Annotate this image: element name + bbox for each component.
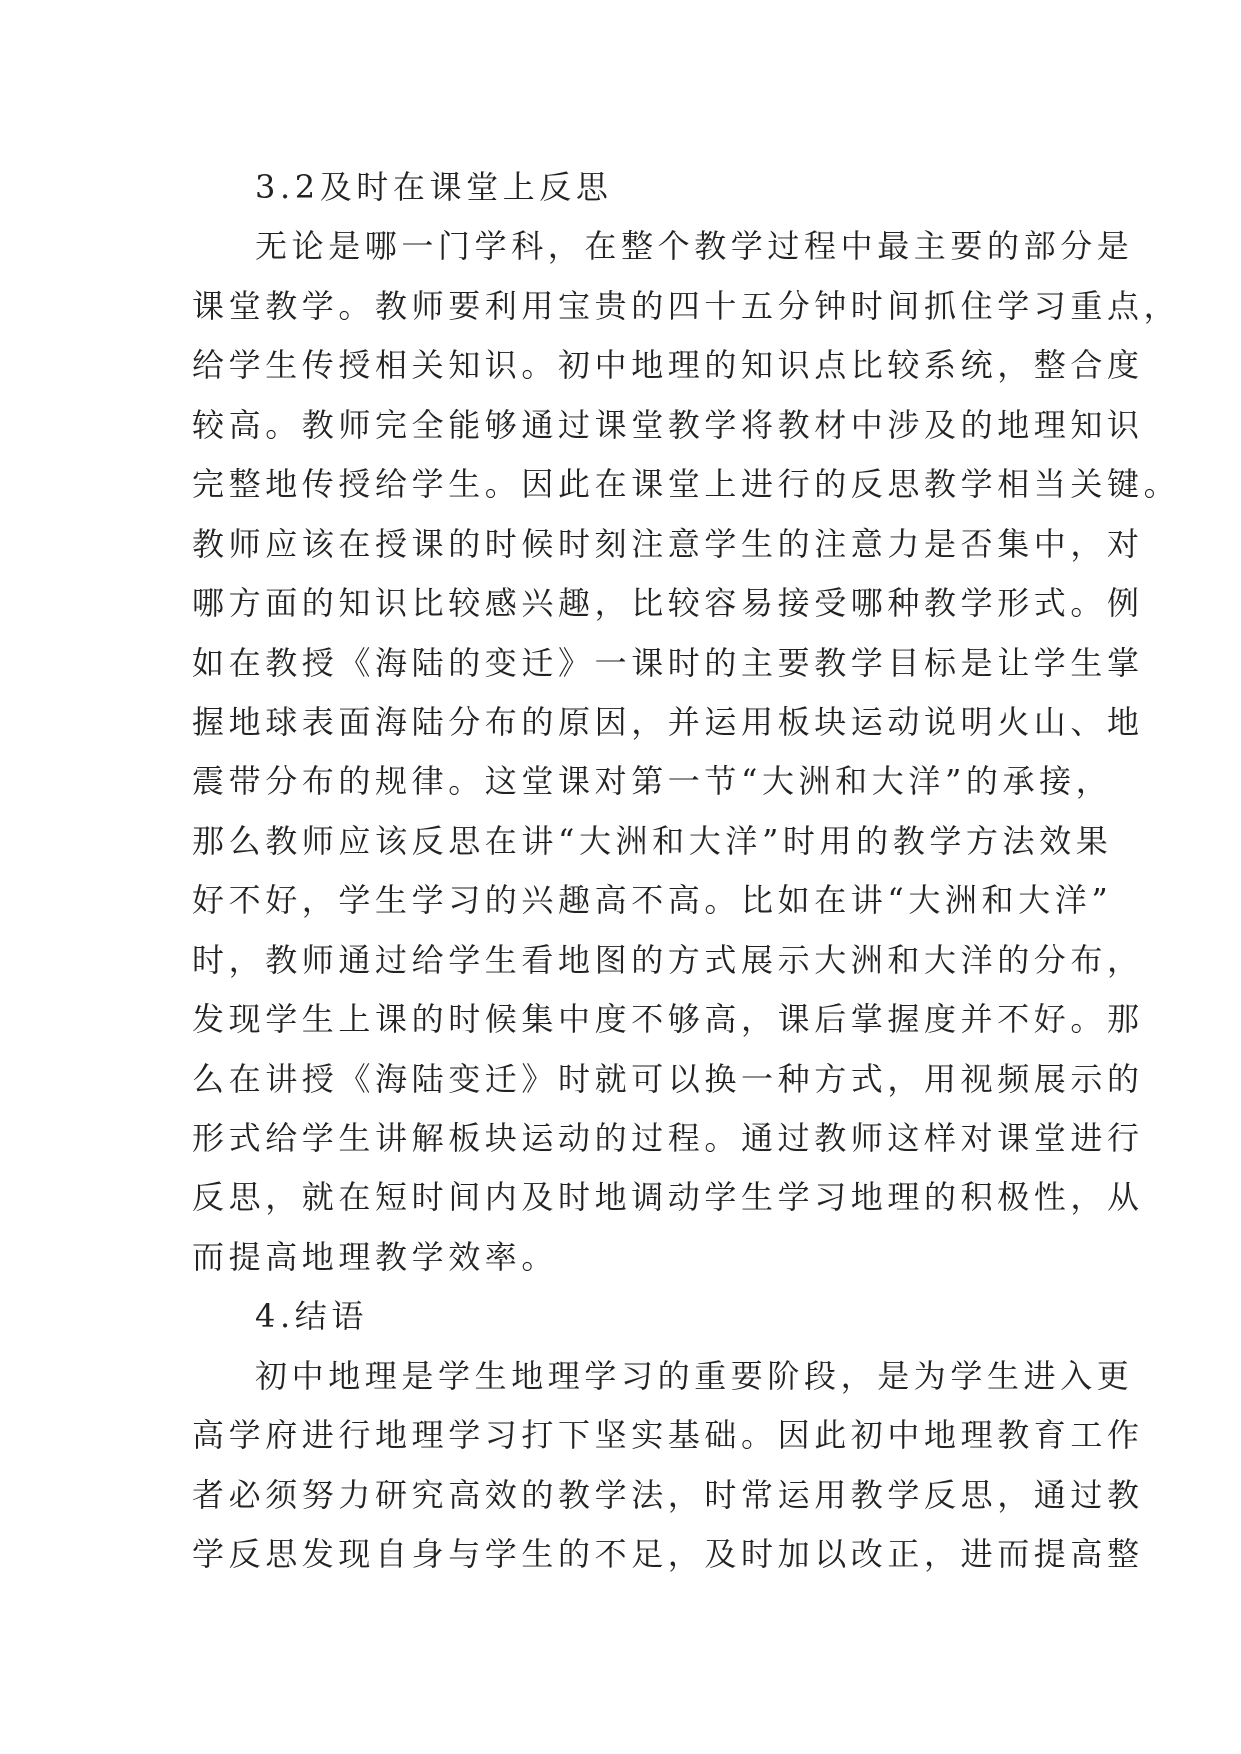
section-heading-4: 4.结语 [255, 1297, 368, 1336]
paragraph-line: 给学生传授相关知识。初中地理的知识点比较系统，整合度 [192, 346, 1144, 385]
paragraph-line: 完整地传授给学生。因此在课堂上进行的反思教学相当关键。 [192, 465, 1181, 504]
paragraph-line: 么在讲授《海陆变迁》时就可以换一种方式，用视频展示的 [192, 1059, 1144, 1098]
paragraph-line: 如在教授《海陆的变迁》一课时的主要教学目标是让学生掌 [192, 643, 1144, 682]
paragraph-line: 哪方面的知识比较感兴趣，比较容易接受哪种教学形式。例 [192, 584, 1144, 623]
paragraph-line: 学反思发现自身与学生的不足，及时加以改正，进而提高整 [192, 1535, 1144, 1574]
paragraph-line: 课堂教学。教师要利用宝贵的四十五分钟时间抓住学习重点， [192, 286, 1181, 325]
paragraph-line: 握地球表面海陆分布的原因，并运用板块运动说明火山、地 [192, 702, 1144, 741]
paragraph-line: 初中地理是学生地理学习的重要阶段，是为学生进入更 [255, 1356, 1134, 1395]
paragraph-line: 而提高地理教学效率。 [192, 1237, 559, 1276]
paragraph-line: 那么教师应该反思在讲“大洲和大洋”时用的教学方法效果 [192, 821, 1113, 860]
paragraph-line: 时，教师通过给学生看地图的方式展示大洲和大洋的分布， [192, 940, 1144, 979]
paragraph-line: 者必须努力研究高效的教学法，时常运用教学反思，通过教 [192, 1475, 1144, 1514]
paragraph-line: 较高。教师完全能够通过课堂教学将教材中涉及的地理知识 [192, 405, 1144, 444]
paragraph-line: 好不好，学生学习的兴趣高不高。比如在讲“大洲和大洋” [192, 881, 1113, 920]
paragraph-line: 无论是哪一门学科，在整个教学过程中最主要的部分是 [255, 227, 1134, 266]
paragraph-line: 教师应该在授课的时候时刻注意学生的注意力是否集中，对 [192, 524, 1144, 563]
paragraph-line: 反思，就在短时间内及时地调动学生学习地理的积极性，从 [192, 1178, 1144, 1217]
paragraph-line: 高学府进行地理学习打下坚实基础。因此初中地理教育工作 [192, 1416, 1144, 1455]
paragraph-line: 发现学生上课的时候集中度不够高，课后掌握度并不好。那 [192, 1000, 1144, 1039]
paragraph-line: 形式给学生讲解板块运动的过程。通过教师这样对课堂进行 [192, 1119, 1144, 1157]
document-body [192, 158, 1181, 1585]
section-heading-3-2: 3.2及时在课堂上反思 [255, 168, 613, 206]
paragraph-line: 震带分布的规律。这堂课对第一节“大洲和大洋”的承接， [192, 762, 1113, 801]
